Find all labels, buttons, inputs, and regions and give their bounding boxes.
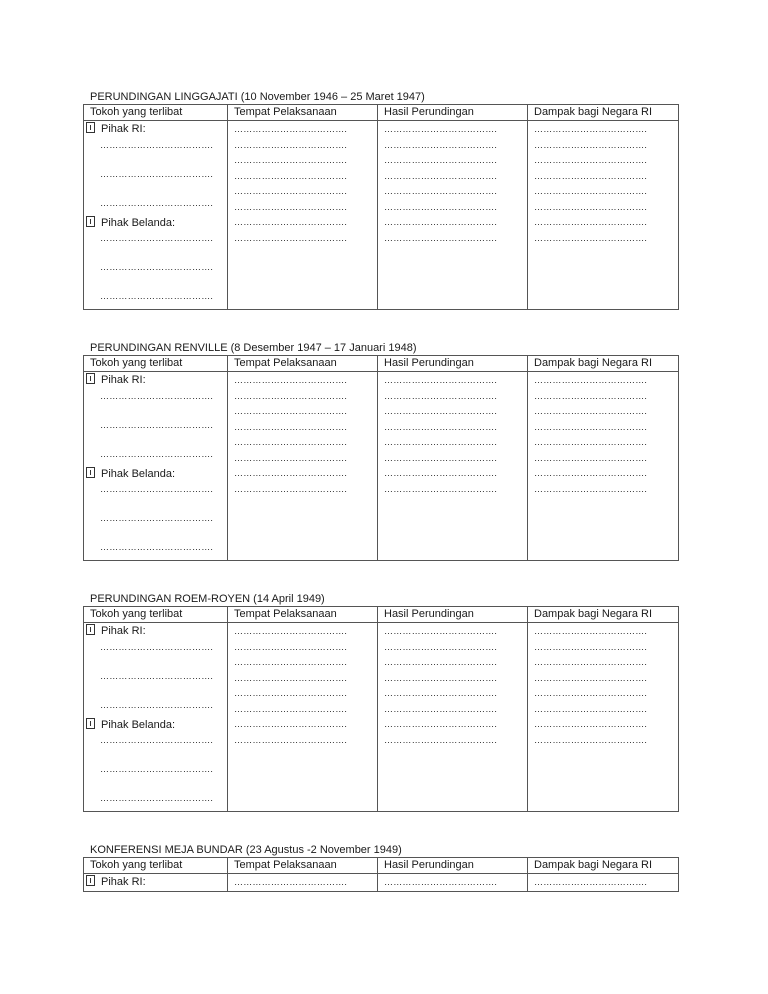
answer-blank-line[interactable]: ……………………………….	[100, 168, 214, 179]
answer-blank-line[interactable]: ……………………………….	[534, 734, 648, 745]
header-row	[84, 356, 679, 372]
checkbox-bullet-icon	[86, 122, 95, 133]
answer-blank-line[interactable]: ……………………………….	[534, 688, 648, 698]
answer-blank-line[interactable]: ……………………………….	[384, 877, 498, 887]
tempat-cell[interactable]	[228, 874, 378, 892]
answer-blank-line[interactable]: ……………………………….	[234, 483, 348, 494]
answer-blank-line[interactable]: ……………………………….	[100, 670, 214, 681]
answer-blank-line[interactable]: ……………………………….	[384, 124, 498, 134]
pihak-belanda-item	[84, 216, 227, 232]
col-header-tokoh: Tokoh yang terlibat	[84, 858, 228, 874]
checkbox-bullet-icon	[86, 875, 95, 886]
answer-blank-line[interactable]: ……………………………….	[384, 375, 498, 385]
answer-row	[84, 372, 679, 561]
answer-blank-line[interactable]: ……………………………….	[100, 139, 214, 150]
answer-blank-line[interactable]: ……………………………….	[234, 672, 348, 683]
checkbox-bullet-icon	[86, 216, 95, 227]
section-title: PERUNDINGAN RENVILLE (8 Desember 1947 – 17 Januari 1948)	[90, 342, 417, 354]
pihak-ri-item	[84, 875, 227, 891]
answer-blank-line[interactable]: ……………………………….	[234, 626, 348, 636]
tokoh-cell[interactable]	[84, 372, 228, 561]
answer-blank-line[interactable]: ……………………………….	[384, 657, 498, 667]
col-header-hasil: Hasil Perundingan	[378, 858, 528, 874]
tokoh-cell[interactable]	[84, 121, 228, 310]
section-title: PERUNDINGAN LINGGAJATI (10 November 1946 – 25 Maret 1947)	[90, 91, 425, 103]
answer-blank-line[interactable]: ……………………………….	[384, 626, 498, 636]
pihak-ri-label: Pihak RI:	[101, 374, 146, 386]
answer-blank-line[interactable]: ……………………………….	[534, 217, 648, 227]
answer-blank-line[interactable]: ……………………………….	[234, 703, 348, 714]
answer-blank-line[interactable]: ……………………………….	[100, 419, 214, 430]
col-header-tempat: Tempat Pelaksanaan	[228, 356, 378, 372]
answer-blank-line[interactable]: ……………………………….	[234, 217, 348, 227]
answer-blank-line[interactable]: ……………………………….	[100, 484, 214, 494]
answer-blank-line[interactable]: ……………………………….	[234, 641, 348, 652]
answer-blank-line[interactable]: ……………………………….	[100, 233, 214, 243]
answer-blank-line[interactable]: ……………………………….	[100, 793, 214, 803]
answer-row	[84, 623, 679, 812]
checkbox-bullet-icon	[86, 624, 95, 635]
col-header-dampak: Dampak bagi Negara RI	[528, 858, 679, 874]
answer-blank-line[interactable]: ……………………………….	[534, 421, 648, 432]
answer-blank-line[interactable]: ……………………………….	[234, 232, 348, 243]
answer-blank-line[interactable]: ……………………………….	[234, 170, 348, 181]
answer-blank-line[interactable]: ……………………………….	[234, 437, 348, 447]
answer-blank-line[interactable]: ……………………………….	[100, 764, 214, 774]
answer-blank-line[interactable]: ……………………………….	[534, 170, 648, 181]
answer-blank-line[interactable]: ……………………………….	[384, 688, 498, 698]
answer-blank-line[interactable]: ……………………………….	[100, 699, 214, 710]
answer-blank-line[interactable]: ……………………………….	[234, 390, 348, 401]
checkbox-bullet-icon	[86, 718, 95, 729]
tokoh-cell[interactable]	[84, 874, 228, 892]
tokoh-cell[interactable]	[84, 623, 228, 812]
col-header-hasil: Hasil Perundingan	[378, 607, 528, 623]
answer-blank-line[interactable]: ……………………………….	[234, 421, 348, 432]
answer-blank-line[interactable]: ……………………………….	[234, 734, 348, 745]
answer-blank-line[interactable]: ……………………………….	[384, 232, 498, 243]
answer-blank-line[interactable]: ……………………………….	[534, 877, 648, 887]
worksheet-table	[83, 104, 679, 310]
pihak-ri-item	[84, 624, 227, 640]
answer-blank-line[interactable]: ……………………………….	[534, 703, 648, 714]
hasil-cell[interactable]	[378, 121, 528, 310]
pihak-ri-item	[84, 373, 227, 389]
col-header-tempat: Tempat Pelaksanaan	[228, 607, 378, 623]
answer-blank-line[interactable]: ……………………………….	[234, 201, 348, 212]
answer-blank-line[interactable]: ……………………………….	[100, 197, 214, 208]
pihak-belanda-label: Pihak Belanda:	[101, 216, 175, 229]
answer-blank-line[interactable]: ……………………………….	[100, 735, 214, 745]
answer-blank-line[interactable]: ……………………………….	[384, 719, 498, 729]
answer-blank-line[interactable]: ……………………………….	[100, 291, 214, 301]
pihak-ri-label: Pihak RI:	[101, 123, 146, 135]
pihak-belanda-label: Pihak Belanda:	[101, 718, 175, 731]
answer-blank-line[interactable]: ……………………………….	[384, 452, 498, 463]
answer-blank-line[interactable]: ……………………………….	[534, 483, 648, 494]
answer-blank-line[interactable]: ……………………………….	[384, 217, 498, 227]
answer-blank-line[interactable]: ……………………………….	[534, 657, 648, 667]
answer-blank-line[interactable]: ……………………………….	[384, 390, 498, 401]
answer-row	[84, 874, 679, 892]
answer-blank-line[interactable]: ……………………………….	[534, 186, 648, 196]
answer-blank-line[interactable]: ……………………………….	[234, 468, 348, 478]
worksheet-table	[83, 857, 679, 892]
answer-blank-line[interactable]: ……………………………….	[384, 468, 498, 478]
answer-blank-line[interactable]: ……………………………….	[234, 657, 348, 667]
answer-blank-line[interactable]: ……………………………….	[534, 406, 648, 416]
worksheet-table	[83, 606, 679, 812]
agreement-section	[83, 342, 678, 561]
dampak-cell[interactable]	[528, 874, 679, 892]
answer-blank-line[interactable]: ……………………………….	[534, 719, 648, 729]
answer-blank-line[interactable]: ……………………………….	[384, 406, 498, 416]
answer-blank-line[interactable]: ……………………………….	[234, 688, 348, 698]
answer-blank-line[interactable]: ……………………………….	[234, 124, 348, 134]
pihak-ri-label: Pihak RI:	[101, 625, 146, 637]
answer-blank-line[interactable]: ……………………………….	[384, 139, 498, 150]
checkbox-bullet-icon	[86, 373, 95, 384]
dampak-cell[interactable]	[528, 623, 679, 812]
col-header-dampak: Dampak bagi Negara RI	[528, 105, 679, 121]
answer-blank-line[interactable]: ……………………………….	[100, 542, 214, 552]
agreement-section	[83, 593, 678, 812]
answer-blank-line[interactable]: ……………………………….	[384, 641, 498, 652]
col-header-dampak: Dampak bagi Negara RI	[528, 356, 679, 372]
answer-blank-line[interactable]: ……………………………….	[534, 452, 648, 463]
dampak-cell[interactable]	[528, 121, 679, 310]
answer-blank-line[interactable]: ……………………………….	[534, 124, 648, 134]
answer-blank-line[interactable]: ……………………………….	[100, 262, 214, 272]
tempat-cell[interactable]	[228, 623, 378, 812]
dampak-cell[interactable]	[528, 372, 679, 561]
header-row	[84, 858, 679, 874]
answer-blank-line[interactable]: ……………………………….	[534, 139, 648, 150]
answer-blank-line[interactable]: ……………………………….	[384, 186, 498, 196]
answer-blank-line[interactable]: ……………………………….	[234, 155, 348, 165]
answer-blank-line[interactable]: ……………………………….	[534, 437, 648, 447]
col-header-hasil: Hasil Perundingan	[378, 105, 528, 121]
answer-blank-line[interactable]: ……………………………….	[384, 483, 498, 494]
tempat-cell[interactable]	[228, 372, 378, 561]
answer-blank-line[interactable]: ……………………………….	[384, 437, 498, 447]
col-header-tokoh: Tokoh yang terlibat	[84, 607, 228, 623]
answer-blank-line[interactable]: ……………………………….	[234, 719, 348, 729]
answer-blank-line[interactable]: ……………………………….	[234, 139, 348, 150]
section-title: KONFERENSI MEJA BUNDAR (23 Agustus -2 November 1949)	[90, 844, 402, 856]
answer-blank-line[interactable]: ……………………………….	[384, 201, 498, 212]
col-header-tokoh: Tokoh yang terlibat	[84, 105, 228, 121]
agreement-section	[83, 91, 678, 310]
col-header-tempat: Tempat Pelaksanaan	[228, 858, 378, 874]
answer-blank-line[interactable]: ……………………………….	[534, 641, 648, 652]
col-header-tempat: Tempat Pelaksanaan	[228, 105, 378, 121]
answer-blank-line[interactable]: ……………………………….	[384, 734, 498, 745]
answer-blank-line[interactable]: ……………………………….	[534, 155, 648, 165]
answer-blank-line[interactable]: ……………………………….	[534, 232, 648, 243]
section-title: PERUNDINGAN ROEM-ROYEN (14 April 1949)	[90, 593, 325, 605]
answer-blank-line[interactable]: ……………………………….	[234, 452, 348, 463]
answer-blank-line[interactable]: ……………………………….	[100, 448, 214, 459]
hasil-cell[interactable]	[378, 623, 528, 812]
pihak-ri-item	[84, 122, 227, 138]
answer-blank-line[interactable]: ……………………………….	[534, 390, 648, 401]
answer-blank-line[interactable]: ……………………………….	[534, 375, 648, 385]
pihak-belanda-item	[84, 467, 227, 483]
answer-blank-line[interactable]: ……………………………….	[534, 201, 648, 212]
answer-blank-line[interactable]: ……………………………….	[384, 672, 498, 683]
answer-blank-line[interactable]: ……………………………….	[384, 703, 498, 714]
agreement-section	[83, 844, 678, 892]
answer-blank-line[interactable]: ……………………………….	[384, 421, 498, 432]
pihak-ri-label: Pihak RI:	[101, 876, 146, 888]
answer-blank-line[interactable]: ……………………………….	[534, 468, 648, 478]
answer-blank-line[interactable]: ……………………………….	[384, 170, 498, 181]
pihak-belanda-label: Pihak Belanda:	[101, 467, 175, 480]
hasil-cell[interactable]	[378, 874, 528, 892]
answer-blank-line[interactable]: ……………………………….	[234, 375, 348, 385]
worksheet-table	[83, 355, 679, 561]
answer-blank-line[interactable]: ……………………………….	[100, 513, 214, 523]
answer-blank-line[interactable]: ……………………………….	[234, 406, 348, 416]
answer-row	[84, 121, 679, 310]
col-header-tokoh: Tokoh yang terlibat	[84, 356, 228, 372]
header-row	[84, 105, 679, 121]
hasil-cell[interactable]	[378, 372, 528, 561]
answer-blank-line[interactable]: ……………………………….	[534, 672, 648, 683]
tempat-cell[interactable]	[228, 121, 378, 310]
answer-blank-line[interactable]: ……………………………….	[100, 390, 214, 401]
pihak-belanda-item	[84, 718, 227, 734]
answer-blank-line[interactable]: ……………………………….	[534, 626, 648, 636]
answer-blank-line[interactable]: ……………………………….	[100, 641, 214, 652]
answer-blank-line[interactable]: ……………………………….	[234, 877, 348, 887]
checkbox-bullet-icon	[86, 467, 95, 478]
header-row	[84, 607, 679, 623]
answer-blank-line[interactable]: ……………………………….	[234, 186, 348, 196]
col-header-hasil: Hasil Perundingan	[378, 356, 528, 372]
answer-blank-line[interactable]: ……………………………….	[384, 155, 498, 165]
col-header-dampak: Dampak bagi Negara RI	[528, 607, 679, 623]
